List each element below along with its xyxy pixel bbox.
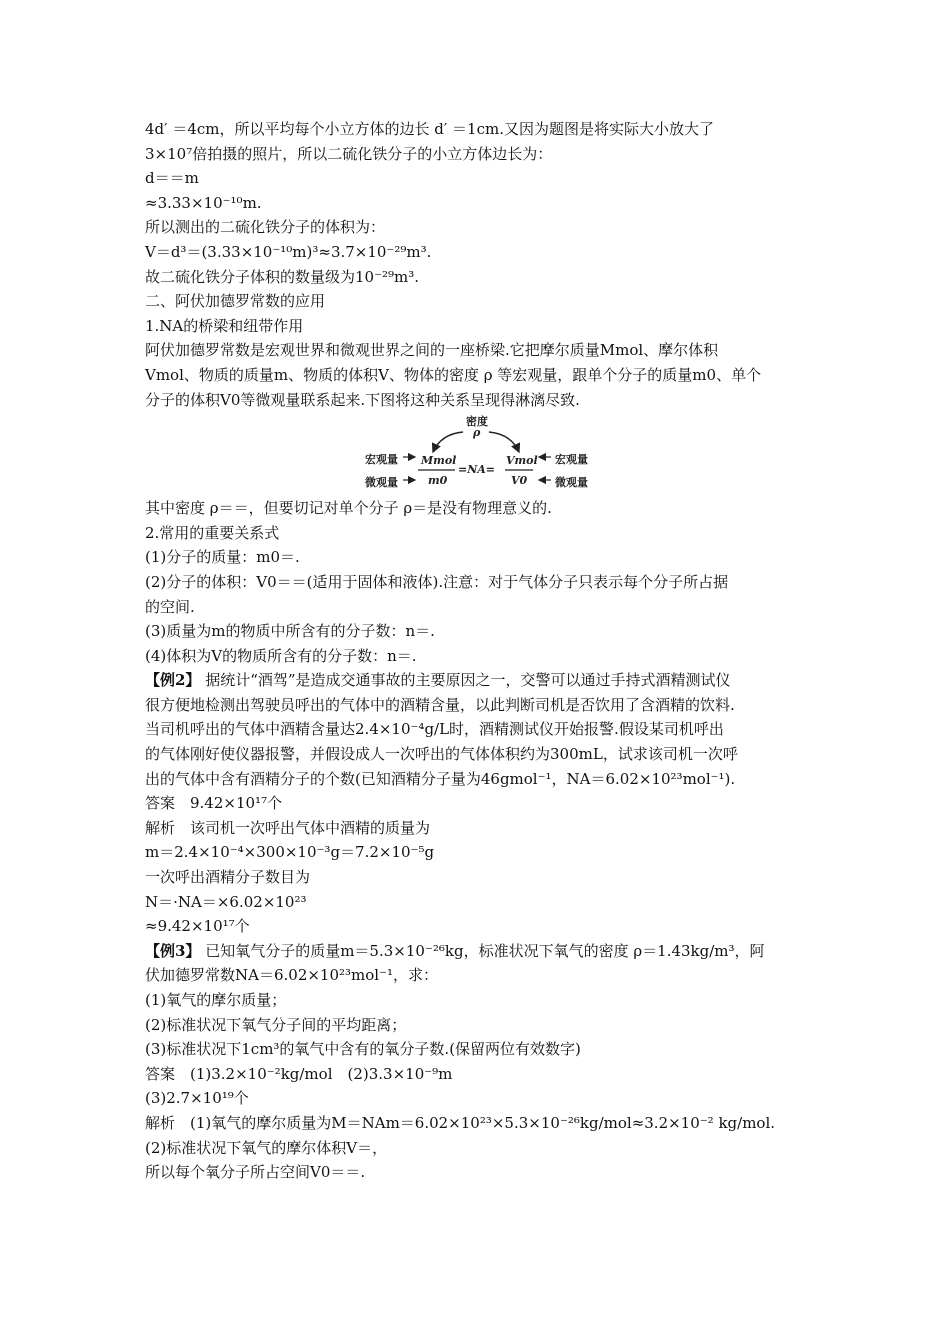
text-line: (2)分子的体积：V0＝＝(适用于固体和液体).注意：对于气体分子只表示每个分子所占据	[145, 572, 729, 591]
example-label: 【例3】	[145, 941, 201, 960]
text-line	[145, 668, 810, 693]
text-line: Vmol、物质的质量m、物质的体积V、物体的密度 ρ 等宏观量，跟单个分子的质量m0、单个	[145, 365, 762, 384]
text-line: N＝·NA＝×6.02×10²³	[145, 892, 307, 911]
label-micro-left: 微观量	[365, 476, 398, 490]
label-macro-left: 宏观量	[365, 453, 398, 467]
label-vmol: Vmol	[506, 454, 538, 468]
arrow-to-vmol	[489, 432, 519, 452]
text-line: 2.常用的重要关系式	[145, 523, 280, 542]
text-line: 解析 (1)氧气的摩尔质量为M＝NAm＝6.02×10²³×5.3×10⁻²⁶kg/mol≈3.2×10⁻² kg/mol.	[145, 1113, 776, 1132]
text-block-main	[145, 496, 810, 1185]
text-line: V＝d³＝(3.33×10⁻¹⁰m)³≈3.7×10⁻²⁹m³.	[145, 242, 432, 261]
text-line: (1)氧气的摩尔质量；	[145, 991, 287, 1009]
text-line: (3)质量为m的物质中所含有的分子数：n＝.	[145, 622, 435, 641]
example-text: 已知氧气分子的质量m＝5.3×10⁻²⁶kg，标准状况下氧气的密度 ρ＝1.43kg/m³，阿	[200, 941, 765, 960]
text-line: d＝＝m	[145, 169, 199, 188]
text-line: m＝2.4×10⁻⁴×300×10⁻³g＝7.2×10⁻⁵g	[145, 843, 435, 862]
text-line: 所以测出的二硫化铁分子的体积为：	[145, 218, 386, 237]
document-page	[145, 117, 810, 1185]
label-m0: m0	[428, 474, 448, 488]
arrow-to-mmol	[433, 432, 463, 452]
text-line: (3)标准状况下1cm³的氧气中含有的氧分子数.(保留两位有效数字)	[145, 1040, 581, 1059]
text-line: 一次呼出酒精分子数目为	[145, 868, 311, 887]
text-line: 答案 (1)3.2×10⁻²kg/mol (2)3.3×10⁻⁹m	[145, 1064, 453, 1083]
text-line: (2)标准状况下氧气分子间的平均距离；	[145, 1015, 407, 1034]
text-line: ≈3.33×10⁻¹⁰m.	[145, 193, 262, 212]
text-line: 阿伏加德罗常数是宏观世界和微观世界之间的一座桥梁.它把摩尔质量Mmol、摩尔体积	[145, 341, 719, 360]
text-line: 很方便地检测出驾驶员呼出的气体中的酒精含量，以此判断司机是否饮用了含酒精的饮料.	[145, 695, 735, 714]
text-line: 4d′ ＝4cm，所以平均每个小立方体的边长 d′ ＝1cm.又因为题图是将实际大小放大了	[145, 120, 714, 138]
avogadro-relation-diagram	[145, 412, 810, 496]
text-line: 3×10⁷倍拍摄的照片，所以二硫化铁分子的小立方体边长为：	[145, 144, 553, 163]
label-na: =NA=	[458, 463, 496, 477]
label-density: 密度	[466, 415, 488, 429]
text-line: (2)标准状况下氧气的摩尔体积V＝，	[145, 1138, 388, 1157]
text-line: 故二硫化铁分子体积的数量级为10⁻²⁹m³.	[145, 267, 420, 286]
text-line: (3)2.7×10¹⁹个	[145, 1089, 249, 1108]
text-line: 1.NA的桥梁和纽带作用	[145, 316, 304, 335]
text-line: (1)分子的质量：m0＝.	[145, 548, 300, 567]
text-line: 出的气体中含有酒精分子的个数(已知酒精分子量为46gmol⁻¹，NA＝6.02×10²³mol⁻¹).	[145, 769, 736, 788]
example-text: 据统计“酒驾”是造成交通事故的主要原因之一，交警可以通过手持式酒精测试仪	[200, 671, 731, 690]
label-macro-right: 宏观量	[555, 453, 588, 467]
text-line: ≈9.42×10¹⁷个	[145, 917, 250, 936]
text-line: 伏加德罗常数NA＝6.02×10²³mol⁻¹，求：	[145, 966, 439, 985]
label-v0: V0	[511, 474, 528, 488]
text-line: 答案 9.42×10¹⁷个	[145, 794, 283, 813]
text-line: 分子的体积V0等微观量联系起来.下图将这种关系呈现得淋漓尽致.	[145, 390, 580, 409]
text-line: 的气体刚好使仪器报警，并假设成人一次呼出的气体体积约为300mL，试求该司机一次呼	[145, 745, 738, 764]
label-micro-right: 微观量	[555, 476, 588, 490]
text-line: 其中密度 ρ＝＝，但要切记对单个分子 ρ＝是没有物理意义的.	[145, 499, 552, 518]
text-line: 当司机呼出的气体中酒精含量达2.4×10⁻⁴g/L时，酒精测试仪开始报警.假设某司机呼出	[145, 720, 724, 739]
text-line: 解析 该司机一次呼出气体中酒精的质量为	[145, 818, 431, 837]
text-line: (4)体积为V的物质所含有的分子数：n＝.	[145, 646, 417, 665]
example-label: 【例2】	[145, 671, 201, 690]
label-rho: ρ	[473, 426, 481, 440]
text-line	[145, 939, 810, 964]
text-line: 所以每个氧分子所占空间V0＝＝.	[145, 1163, 366, 1182]
text-block-intro	[145, 117, 810, 412]
text-line: 二、阿伏加德罗常数的应用	[145, 292, 326, 311]
label-mmol: Mmol	[421, 454, 457, 468]
text-line: 的空间.	[145, 597, 195, 616]
